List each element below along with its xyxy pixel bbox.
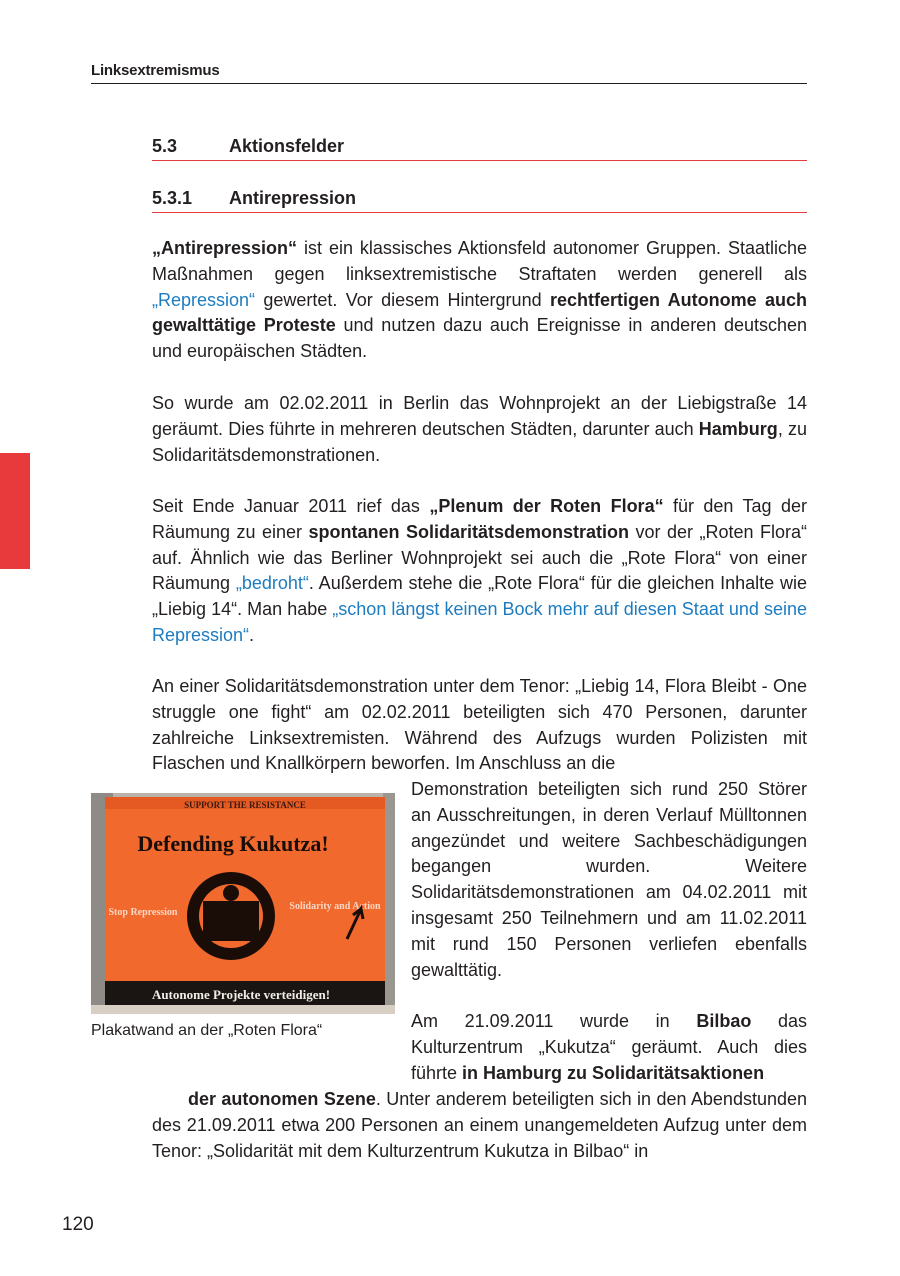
emphasis: „Plenum der Roten Flora“ [429, 496, 664, 516]
poster-right-text: Solidarity and Action [289, 901, 381, 912]
emphasis-bilbao: Bilbao [696, 1011, 752, 1031]
text: und nutzen dazu auch Ereignisse in anderen deutschen und europäischen Städten. [152, 315, 808, 362]
paragraph-1 [152, 236, 807, 365]
poster-symbol [223, 885, 239, 901]
text: . Unter anderem beteiligten sich in den Abendstunden des 21.09.2011 etwa 200 Personen an einem unangemeldeten Aufzug unter dem Tenor: „Solidarität mit dem Kulturzentrum Kukutza in Bilbao“ in [152, 1089, 808, 1161]
poster-illustration [91, 793, 395, 1014]
text: Am 21.09.2011 wurde in [411, 1011, 697, 1031]
emphasis-hamburg: Hamburg [698, 418, 778, 439]
text: . Außerdem stehe die „Rote Flora“ für die gleichen Inhalte wie „Liebig 14“. Man habe [152, 573, 807, 620]
emphasis: in Hamburg zu Solidaritätsaktionen [462, 1062, 765, 1083]
wall-bottom-strip [91, 1005, 395, 1014]
photo-caption: Plakatwand an der „Roten Flora“ [91, 1022, 323, 1039]
poster-left-text: Stop Repression [108, 907, 178, 918]
text: vor der „Roten Flora“ auf. Ähnlich wie das Berliner Wohnprojekt sei auch die „Rote Flora“ von einer Räumung [152, 521, 807, 594]
paragraph-5-continued [152, 1087, 807, 1164]
running-head: Linksextremismus [91, 62, 807, 84]
poster-top-text: SUPPORT THE RESISTANCE [184, 800, 306, 810]
emphasis: spontanen Solidaritätsdemonstration [308, 521, 630, 542]
text: , zu Solidaritätsdemonstrationen. [152, 418, 807, 465]
poster-photo [91, 793, 395, 1014]
section-heading [152, 136, 807, 161]
text: ist ein klassisches Aktionsfeld autonomer Gruppen. Staatliche Maßnahmen gegen linksextremistische Straftaten werden generell als [152, 238, 807, 284]
page-number: 120 [62, 1214, 94, 1235]
subsection-heading [152, 188, 807, 213]
paragraph-3 [152, 494, 807, 649]
paragraph-4: An einer Solidaritätsdemonstration unter dem Tenor: „Liebig 14, Flora Bleibt - One struggle one fight“ am 02.02.2011 beteiligten sich 470 Personen, darunter zahlreiche Linksextremisten. Während des Aufzugs wurden Polizisten mit Flaschen und Knallkörpern beworfen. Im Anschluss an die [152, 676, 807, 774]
subsection-title: Antirepression [229, 188, 357, 208]
text: So wurde am 02.02.2011 in Berlin das Wohnprojekt an der Liebigstraße 14 geräumt. Dies führte in mehreren deutschen Städten, darunter auch [152, 393, 807, 439]
section-tab-marker [0, 453, 30, 569]
emphasis: der autonomen Szene [188, 1089, 376, 1109]
poster-building [203, 901, 259, 941]
subsection-number: 5.3.1 [152, 188, 193, 208]
poster-headline: Defending Kukutza! [137, 831, 329, 856]
quote: „bedroht“ [235, 573, 309, 594]
text: gewertet. Vor diesem Hintergrund [255, 289, 550, 310]
text: für den Tag der Räumung zu einer [152, 496, 807, 542]
quote: „schon längst keinen Bock mehr auf diesen Staat und seine Repression“ [152, 599, 807, 645]
section-title: Aktionsfelder [229, 136, 345, 156]
emphasis: rechtfertigen Autonome auch gewalttätige Proteste [152, 289, 808, 336]
paragraph-2 [152, 391, 807, 468]
paragraph-5 [411, 1009, 807, 1086]
section-number: 5.3 [152, 136, 178, 156]
text: Seit Ende Januar 2011 rief das [152, 496, 430, 516]
quote-repression: „Repression“ [152, 289, 256, 310]
paragraph-4-continued: Demonstration beteiligten sich rund 250 Störer an Ausschreitungen, in deren Verlauf Mülltonnen angezündet und weitere Sachbeschädigungen begangen wurden. Weitere Solidaritätsdemonstrationen am 04.02.2011 mit insgesamt 250 Teilnehmern und am 11.02.2011 mit rund 150 Personen verliefen ebenfalls gewalttätig. [411, 779, 807, 980]
term-antirepression: „Antirepression“ [152, 238, 298, 258]
text: das Kulturzentrum „Kukutza“ geräumt. Auch dies führte [411, 1011, 807, 1083]
poster-bottom-text: Autonome Projekte verteidigen! [151, 987, 331, 1002]
text: . [249, 624, 255, 645]
